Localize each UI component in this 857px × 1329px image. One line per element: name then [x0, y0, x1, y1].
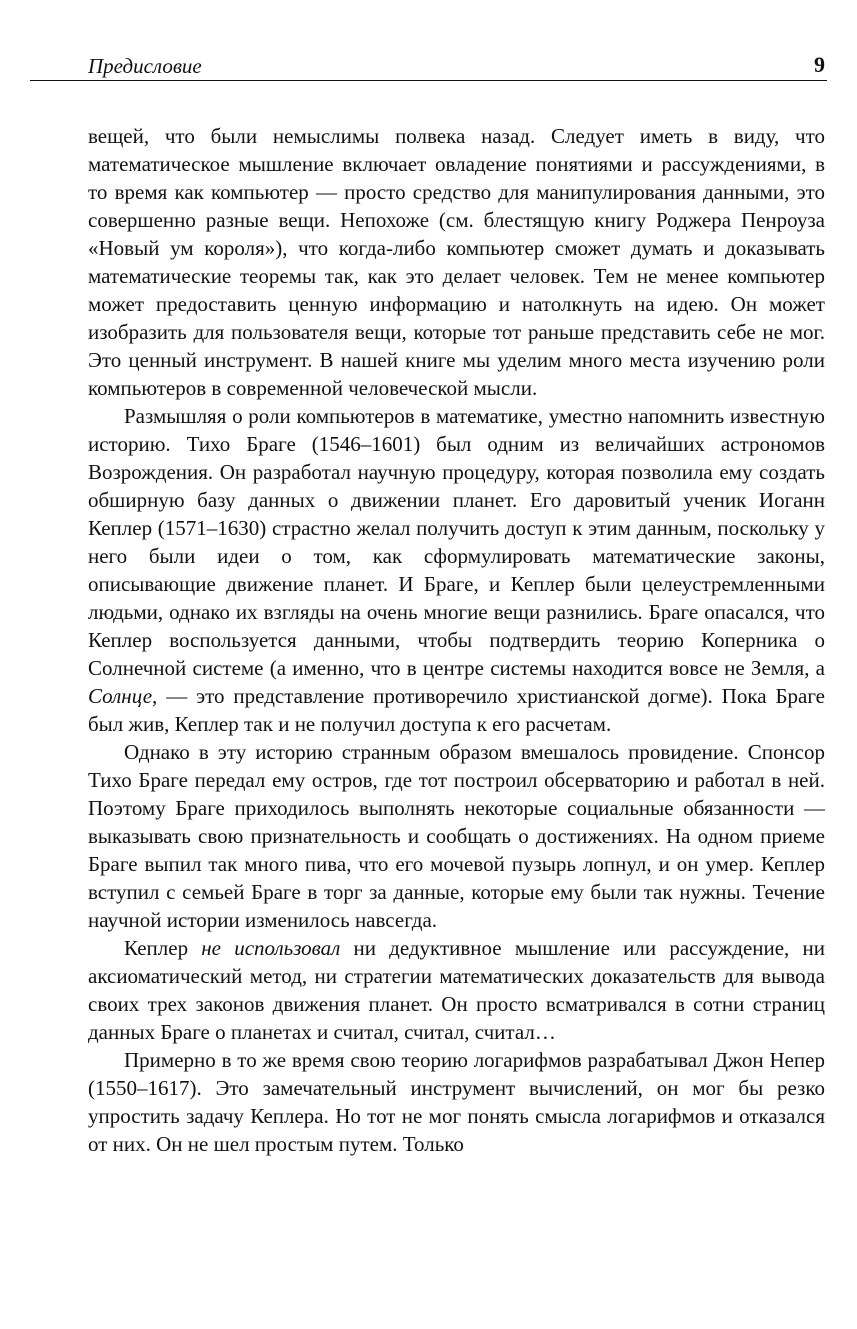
paragraph-2-text-a: Размышляя о роли компьютеров в математике, уместно напомнить известную историю. Тихо Браге (1546–1601) был одним из величайших астрономов Возрождения. Он разработал научную процедуру, которая позволила ему создать обширную базу данных о движении планет. Его даровитый ученик Иоганн Кеплер (1571–1630) страстно желал получить доступ к этим данным, поскольку у него были идеи о том, как сформулировать математические законы, описывающие движение планет. И Браге, и Кеплер были целеустремленными людьми, однако их взгляды на очень многие вещи разнились. Браге опасался, что Кеплер воспользуется данными, чтобы подтвердить теорию Коперника о Солнечной системе (а именно, что в центре системы находится вовсе не Земля, а	[88, 404, 825, 680]
paragraph-2	[88, 402, 825, 738]
page-number: 9	[814, 52, 825, 77]
paragraph-2-emphasis: Солнце	[88, 684, 153, 708]
paragraph-1: вещей, что были немыслимы полвека назад. Следует иметь в виду, что математическое мышление включает овладение понятиями и рассуждениями, в то время как компьютер — просто средство для манипулирования данными, это совершенно разные вещи. Непохоже (см. блестящую книгу Роджера Пенроуза «Новый ум короля»), что когда-либо компьютер сможет думать и доказывать математические теоремы так, как это делает человек. Тем не менее компьютер может предоставить ценную информацию и натолкнуть на идею. Он может изобразить для пользователя вещи, которые тот раньше представить себе не мог. Это ценный инструмент. В нашей книге мы уделим много места изучению роли компьютеров в современной человеческой мысли.	[88, 124, 825, 400]
text-body	[88, 122, 825, 1158]
paragraph-5: Примерно в то же время свою теорию логарифмов разрабатывал Джон Непер (1550–1617). Это замечательный инструмент вычислений, он мог бы резко упростить задачу Кеплера. Но тот не мог понять смысла логарифмов и отказался от них. Он не шел простым путем. Только	[88, 1048, 825, 1156]
paragraph-3: Однако в эту историю странным образом вмешалось провидение. Спонсор Тихо Браге передал ему остров, где тот построил обсерваторию и работал в ней. Поэтому Браге приходилось выполнять некоторые социальные обязанности — выказывать свою признательность и сообщать о достижениях. На одном приеме Браге выпил так много пива, что его мочевой пузырь лопнул, и он умер. Кеплер вступил с семьей Браге в торг за данные, которые ему были так нужны. Течение научной истории изменилось навсегда.	[88, 740, 825, 932]
running-head	[30, 50, 827, 81]
paragraph-4-emphasis: не использовал	[201, 936, 341, 960]
paragraph-4-text-b: ни дедуктивное мышление или рассуждение, ни аксиоматический метод, ни стратегии математических доказательств для вывода своих трех законов движения планет. Он просто всматривался в сотни страниц данных Браге о планетах и считал, считал, считал…	[88, 936, 825, 1044]
paragraph-4	[88, 934, 825, 1046]
paragraph-4-text-a: Кеплер	[124, 936, 202, 960]
section-title: Предисловие	[88, 54, 202, 78]
paragraph-2-text-b: , — это представление противоречило христианской догме). Пока Браге был жив, Кеплер так и не получил доступа к его расчетам.	[88, 684, 825, 736]
